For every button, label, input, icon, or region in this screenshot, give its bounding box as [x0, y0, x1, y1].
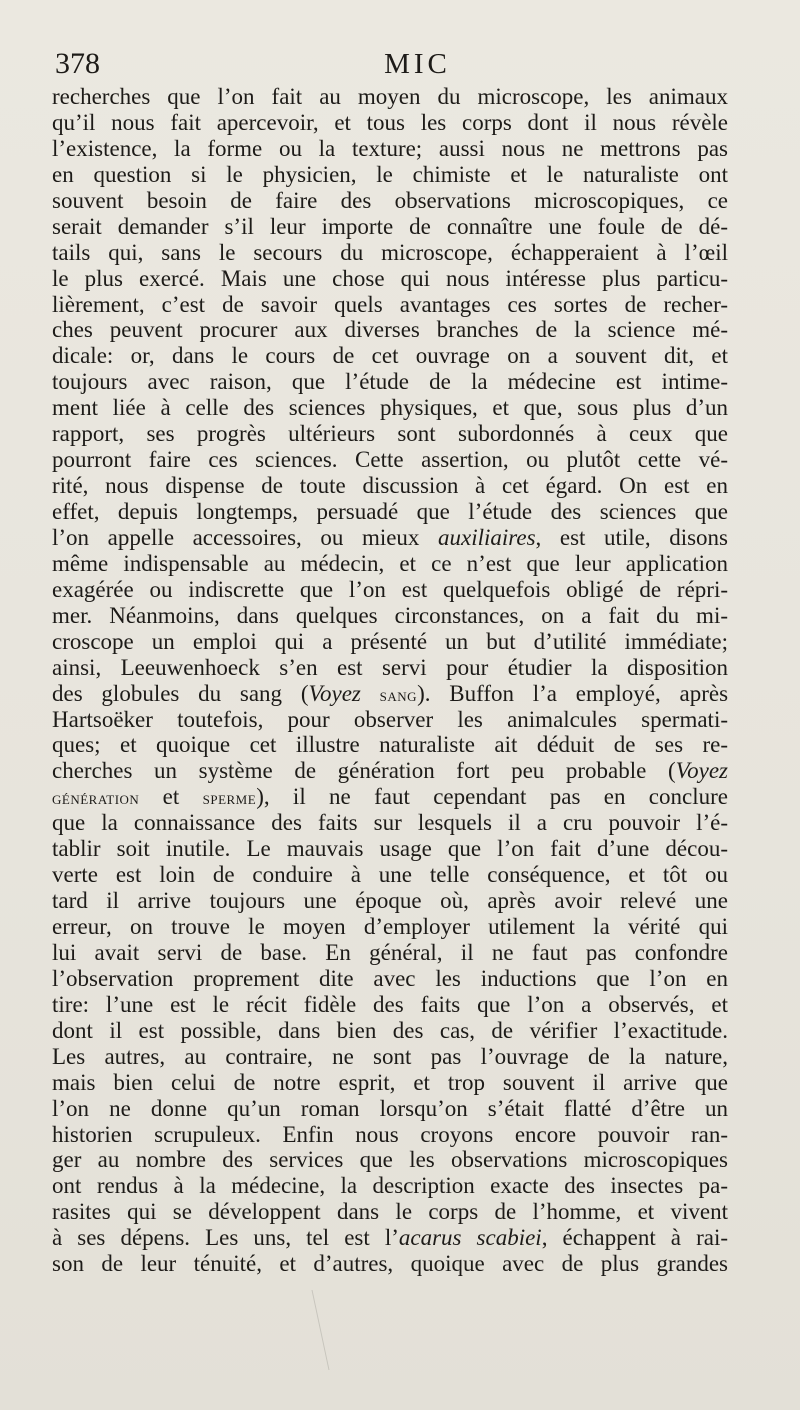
text-line: ches peuvent procurer aux diverses branches de la science mé- [52, 317, 728, 343]
text-line: à ses dépens. Les uns, tel est l’acarus scabiei, échappent à rai- [52, 1225, 728, 1251]
text-line: en question si le physicien, le chimiste et le naturaliste ont [52, 161, 728, 187]
italic-term: Voyez [308, 680, 361, 706]
text-line: ainsi, Leeuwenhoeck s’en est servi pour étudier la disposition [52, 654, 728, 680]
italic-term: auxiliaires [438, 524, 536, 550]
text-line: ment liée à celle des sciences physiques, et que, sous plus d’un [52, 395, 728, 421]
text-line: le plus exercé. Mais une chose qui nous intéresse plus particu- [52, 265, 728, 291]
text-line: effet, depuis longtemps, persuadé que l’étude des sciences que [52, 499, 728, 524]
cross-reference: sperme [202, 788, 257, 810]
text-line: verte est loin de conduire à une telle conséquence, et tôt ou [52, 862, 728, 888]
text-line: ger au nombre des services que les observations microscopiques [52, 1147, 728, 1173]
text-line: toujours avec raison, que l’étude de la médecine est intime- [52, 369, 728, 395]
paper-crease [311, 1290, 359, 1370]
text-line: erreur, on trouve le moyen d’employer utilement la vérité qui [52, 914, 728, 939]
text-line: serait demander s’il leur importe de connaître une foule de dé- [52, 213, 728, 239]
text-line: dicale: or, dans le cours de cet ouvrage on a souvent dit, et [52, 343, 728, 369]
text-line: qu’il nous fait apercevoir, et tous les corps dont il nous révèle [52, 109, 728, 135]
text-line: l’on appelle accessoires, ou mieux auxiliaires, est utile, disons [52, 524, 728, 550]
text-line: l’existence, la forme ou la texture; aussi nous ne mettrons pas [52, 135, 728, 161]
text-line: rapport, ses progrès ultérieurs sont subordonnés à ceux que [52, 421, 728, 447]
running-head: MIC [384, 48, 451, 80]
text-line: rasites qui se développent dans le corps de l’homme, et vivent [52, 1199, 728, 1225]
page-number: 378 [55, 47, 100, 80]
text-line: ques; et quoique cet illustre naturaliste ait déduit de ses re- [52, 732, 728, 758]
text-line: ont rendus à la médecine, la description exacte des insectes pa- [52, 1173, 728, 1199]
text-line: tard il arrive toujours une époque où, après avoir relevé une [52, 888, 728, 914]
text-line: cherches un système de génération fort peu probable (Voyez [52, 758, 728, 784]
text-line: son de leur ténuité, et d’autres, quoique avec de plus grandes [52, 1251, 728, 1277]
text-line: l’on ne donne qu’un roman lorsqu’on s’était flatté d’être un [52, 1095, 728, 1121]
text-line: l’observation proprement dite avec les inductions que l’on en [52, 965, 728, 991]
page-header [55, 44, 740, 84]
text-line: Hartsoëker toutefois, pour observer les animalcules spermati- [52, 706, 728, 732]
text-line: croscope un emploi qui a présenté un but d’utilité immédiate; [52, 628, 728, 654]
text-line: même indispensable au médecin, et ce n’est que leur application [52, 550, 728, 576]
text-line: tails qui, sans le secours du microscope, échapperaient à l’œil [52, 239, 728, 265]
text-line: lui avait servi de base. En général, il ne faut pas confondre [52, 939, 728, 965]
text-line: historien scrupuleux. Enfin nous croyons encore pouvoir ran- [52, 1121, 728, 1147]
text-line: dont il est possible, dans bien des cas, de vérifier l’exactitude. [52, 1017, 728, 1043]
text-line: tablir soit inutile. Le mauvais usage que l’on fait d’une décou- [52, 836, 728, 862]
text-line: mais bien celui de notre esprit, et trop souvent il arrive que [52, 1069, 728, 1095]
text-line: que la connaissance des faits sur lesquels il a cru pouvoir l’é- [52, 810, 728, 836]
text-line: souvent besoin de faire des observations microscopiques, ce [52, 187, 728, 213]
text-line: mer. Néanmoins, dans quelques circonstances, on a fait du mi- [52, 602, 728, 628]
cross-reference: génération [52, 788, 140, 810]
text-line: pourront faire ces sciences. Cette assertion, ou plutôt cette vé- [52, 447, 728, 473]
text-line: recherches que l’on fait au moyen du microscope, les animaux [52, 84, 728, 109]
text-line: Les autres, au contraire, ne sont pas l’ouvrage de la nature, [52, 1043, 728, 1069]
text-line: lièrement, c’est de savoir quels avantages ces sortes de recher- [52, 291, 728, 317]
italic-term: Voyez [675, 758, 728, 784]
text-line: exagérée ou indiscrette que l’on est quelquefois obligé de répri- [52, 576, 728, 602]
text-line: rité, nous dispense de toute discussion à cet égard. On est en [52, 473, 728, 499]
body-text [52, 84, 728, 1277]
italic-term: acarus scabiei [398, 1225, 542, 1251]
text-line: des globules du sang (Voyez sang). Buffon l’a employé, après [52, 680, 729, 706]
cross-reference: sang [379, 684, 418, 706]
text-line: génération et sperme), il ne faut cependant pas en conclure [52, 784, 728, 810]
text-line: tire: l’une est le récit fidèle des faits que l’on a observés, et [52, 991, 728, 1017]
